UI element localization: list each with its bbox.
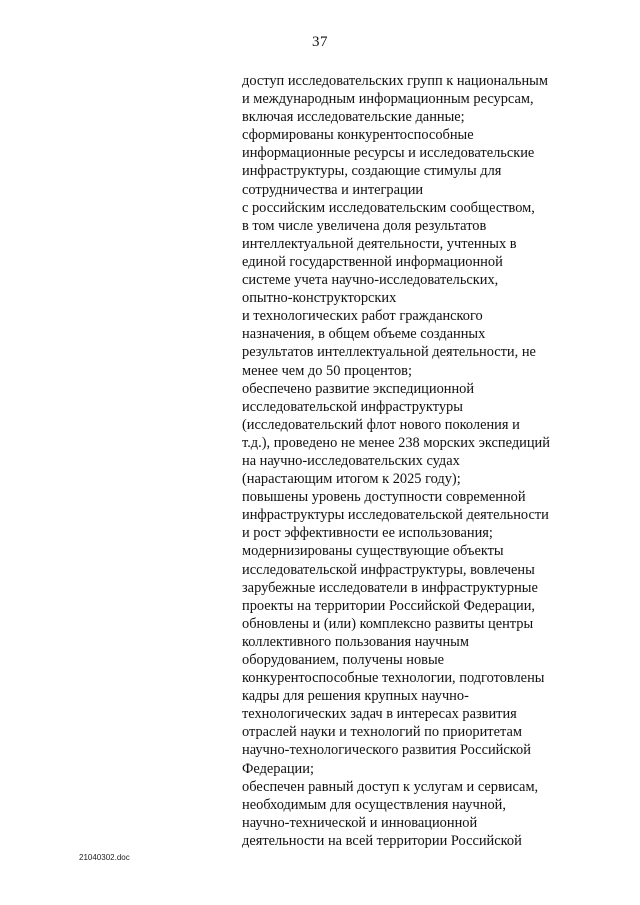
text-line: необходимым для осуществления научной, (242, 796, 506, 813)
page-number: 37 (312, 34, 328, 50)
text-line: т.д.), проведено не менее 238 морских экспедиций (242, 434, 550, 451)
text-line: обеспечен равный доступ к услугам и сервисам, (242, 778, 539, 795)
text-line: системе учета научно-исследовательских, (242, 272, 499, 289)
text-line: оборудованием, получены новые (242, 652, 445, 668)
text-line: (нарастающим итогом к 2025 году); (242, 471, 461, 488)
text-line: отраслей науки и технологий по приоритетам (242, 724, 522, 741)
text-line: опытно-конструкторских (242, 290, 397, 307)
text-line: на научно-исследовательских судах (242, 452, 460, 469)
text-line: технологических задач в интересах развития (242, 706, 517, 723)
text-line: в том числе увеличена доля результатов (242, 217, 487, 234)
text-line: зарубежные исследователи в инфраструктурные (242, 579, 538, 596)
text-line: информационные ресурсы и исследовательские (242, 145, 535, 162)
text-line: с российским исследовательским сообществом, (242, 199, 535, 216)
text-line: исследовательской инфраструктуры, вовлечены (242, 561, 535, 578)
text-line: инфраструктуры исследовательской деятельности (242, 507, 549, 524)
text-line: включая исследовательские данные; (242, 109, 465, 126)
text-line: обеспечено развитие экспедиционной (242, 380, 475, 397)
text-line: конкурентоспособные технологии, подготовлены (242, 670, 545, 687)
text-line: исследовательской инфраструктуры (242, 398, 463, 415)
text-line: инфраструктуры, создающие стимулы для (242, 163, 502, 180)
text-line: сформированы конкурентоспособные (242, 127, 474, 144)
text-line: менее чем до 50 процентов; (242, 362, 412, 379)
text-line: и рост эффективности ее использования; (242, 525, 493, 542)
text-line: сотрудничества и интеграции (242, 181, 424, 198)
text-line: повышены уровень доступности современной (242, 489, 526, 506)
document-body (242, 72, 582, 850)
text-line: кадры для решения крупных научно- (242, 688, 469, 705)
text-line: доступ исследовательских групп к национальным (242, 73, 548, 89)
footer-file-code: 21040302.doc (79, 853, 130, 862)
text-line: модернизированы существующие объекты (242, 543, 504, 560)
text-line: деятельности на всей территории Российской (242, 832, 522, 849)
text-line: проекты на территории Российской Федерации, (242, 597, 536, 614)
text-line: и международным информационным ресурсам, (242, 91, 534, 108)
text-line: интеллектуальной деятельности, учтенных в (242, 235, 517, 252)
text-line: научно-технологического развития Российской (242, 742, 531, 759)
text-line: коллективного пользования научным (242, 633, 469, 650)
text-line: научно-технической и инновационной (242, 814, 478, 831)
text-line: Федерации; (242, 760, 314, 777)
text-line: (исследовательский флот нового поколения и (242, 416, 520, 433)
text-line: результатов интеллектуальной деятельности, не (242, 344, 536, 361)
text-line: единой государственной информационной (242, 253, 503, 270)
text-line: обновлены и (или) комплексно развиты центры (242, 615, 534, 632)
text-line: назначения, в общем объеме созданных (242, 326, 486, 343)
text-line: и технологических работ гражданского (242, 308, 483, 325)
